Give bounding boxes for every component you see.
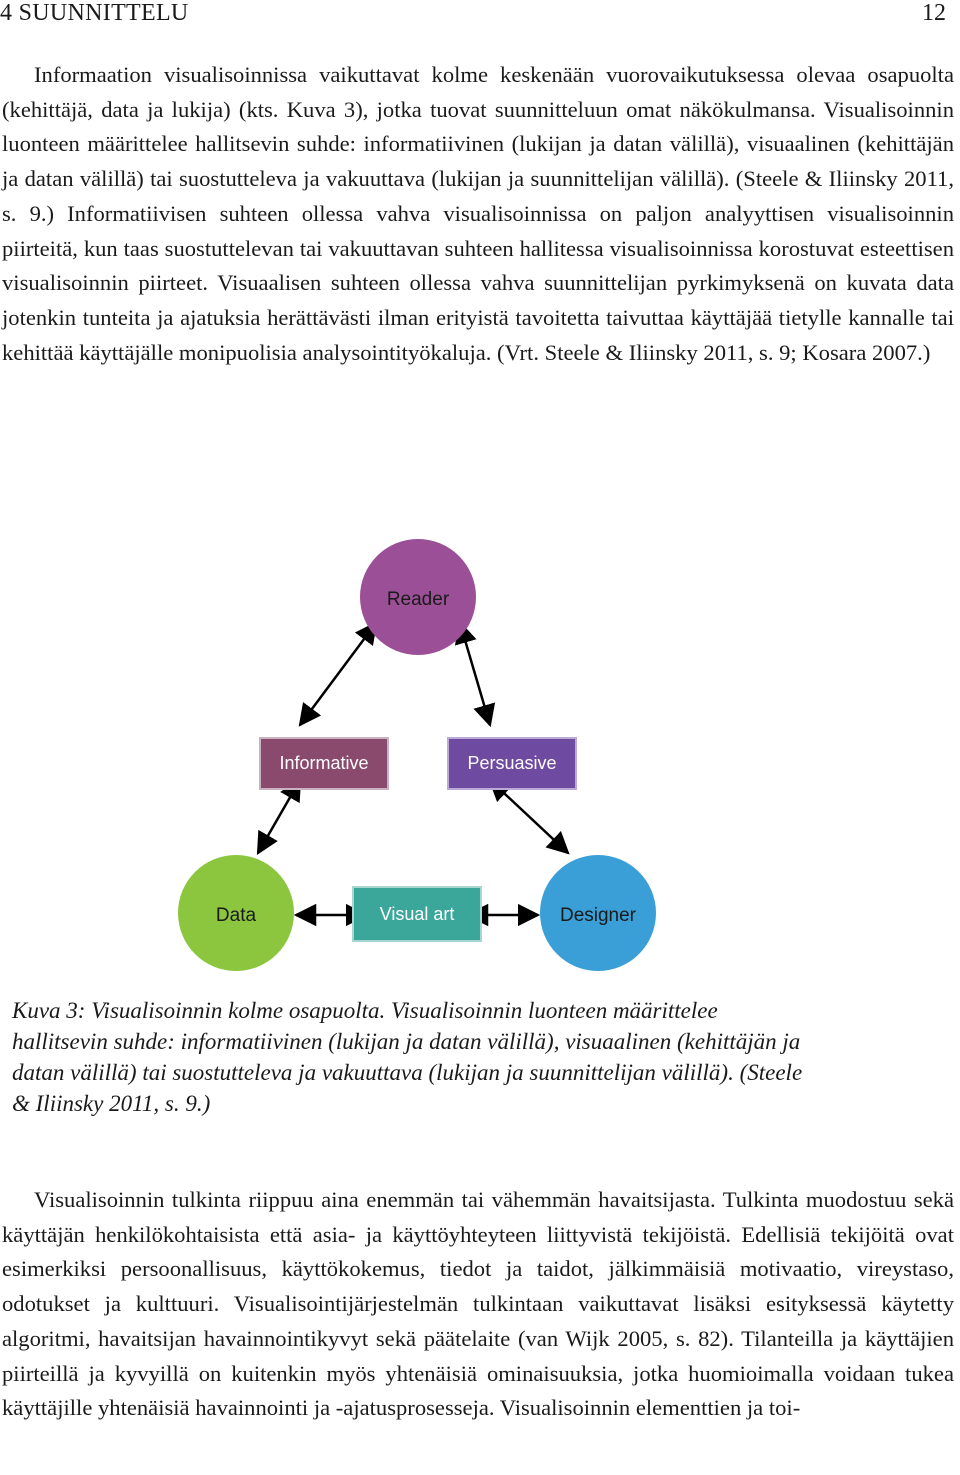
data-label: Data — [215, 905, 257, 926]
three-parties-diagram — [170, 535, 790, 975]
arrow-persuasive-designer — [490, 780, 568, 853]
visual-art-label: Visual art — [379, 904, 455, 924]
body-paragraph-1: Informaation visualisoinnissa vaikuttavat kolme keskenään vuorovaikutuksessa olevaa osapuolta (kehittäjä, data ja lukija) (kts. Kuva 3), jotka tuovat suunnitteluun omat näkökulmansa. Visualisoinnin luonteen määrittelee hallitsevin suhde: informatiivinen (lukijan ja datan välillä), visuaalinen (kehittäjän ja datan välillä) tai suostutteleva ja vakuuttava (lukijan ja suunnittelijan välillä). (Steele & Iliinsky 2011, s. 9.) Informatiivisen suhteen ollessa vahva visualisoinnissa on paljon analyyttisen visualisoinnin piirteitä, kun taas suostuttelevan tai vakuuttavan suhteen hallitessa visualisoinnissa korostuvat esteettisen visualisoinnin piirteet. Visuaalisen suhteen ollessa vahva suunnittelijan pyrkimyksenä on kuvata data jotenkin tunteita ja ajatuksia herättävästi ilman erityistä tavoitetta taivuttaa käyttäjää tietylle kannalle tai kehittää käyttäjälle monipuolisia analysointityökaluja. (Vrt. Steele & Iliinsky 2011, s. 9; Kosara 2007.) — [2, 62, 954, 365]
informative-label: Informative — [279, 753, 369, 773]
figure-caption: Kuva 3: Visualisoinnin kolme osapuolta. Visualisoinnin luonteen määrittelee hallitsevin suhde: informatiivinen (lukijan ja datan välillä), visuaalinen (kehittäjän ja datan välillä) tai suostutteleva ja vakuuttava (lukijan ja suunnittelijan välillä). (Steele & Iliinsky 2011, s. 9.) — [12, 998, 803, 1116]
designer-label: Designer — [559, 905, 637, 926]
arrow-reader-informative — [300, 623, 376, 725]
body-paragraph-2: Visualisoinnin tulkinta riippuu aina enemmän tai vähemmän havaitsijasta. Tulkinta muodostuu sekä käyttäjän henkilökohtaisista että asia- ja käyttöyhteyteen liittyvistä tekijöistä. Edellisiä tekijöitä ovat esimerkiksi persoonallisuus, käyttökokemus, tiedot ja taidot, jälkimmäisiä motivaatio, vireystaso, odotukset ja kulttuuri. Visualisointijärjestelmän tulkintaan vaikuttavat lisäksi esityksessä käytetty algoritmi, havaitsijan havainnointikyvyt sekä päätelaite (van Wijk 2005, s. 82). Tilanteilla ja käyttäjien piirteillä ja kyvyillä on kuitenkin myös yhtenäisiä ominaisuuksia, jotka huomioimalla voidaan tukea käyttäjille yhtenäisiä havainnointi ja -ajatusprosesseja. Visualisoinnin elementtien ja toi- — [2, 1187, 954, 1421]
arrow-reader-persuasive — [460, 623, 490, 725]
persuasive-label: Persuasive — [467, 753, 557, 773]
chapter-header: 4 SUUNNITTELU — [0, 0, 189, 26]
reader-label: Reader — [386, 589, 450, 610]
page-number: 12 — [922, 0, 946, 26]
arrow-informative-data — [258, 780, 300, 853]
